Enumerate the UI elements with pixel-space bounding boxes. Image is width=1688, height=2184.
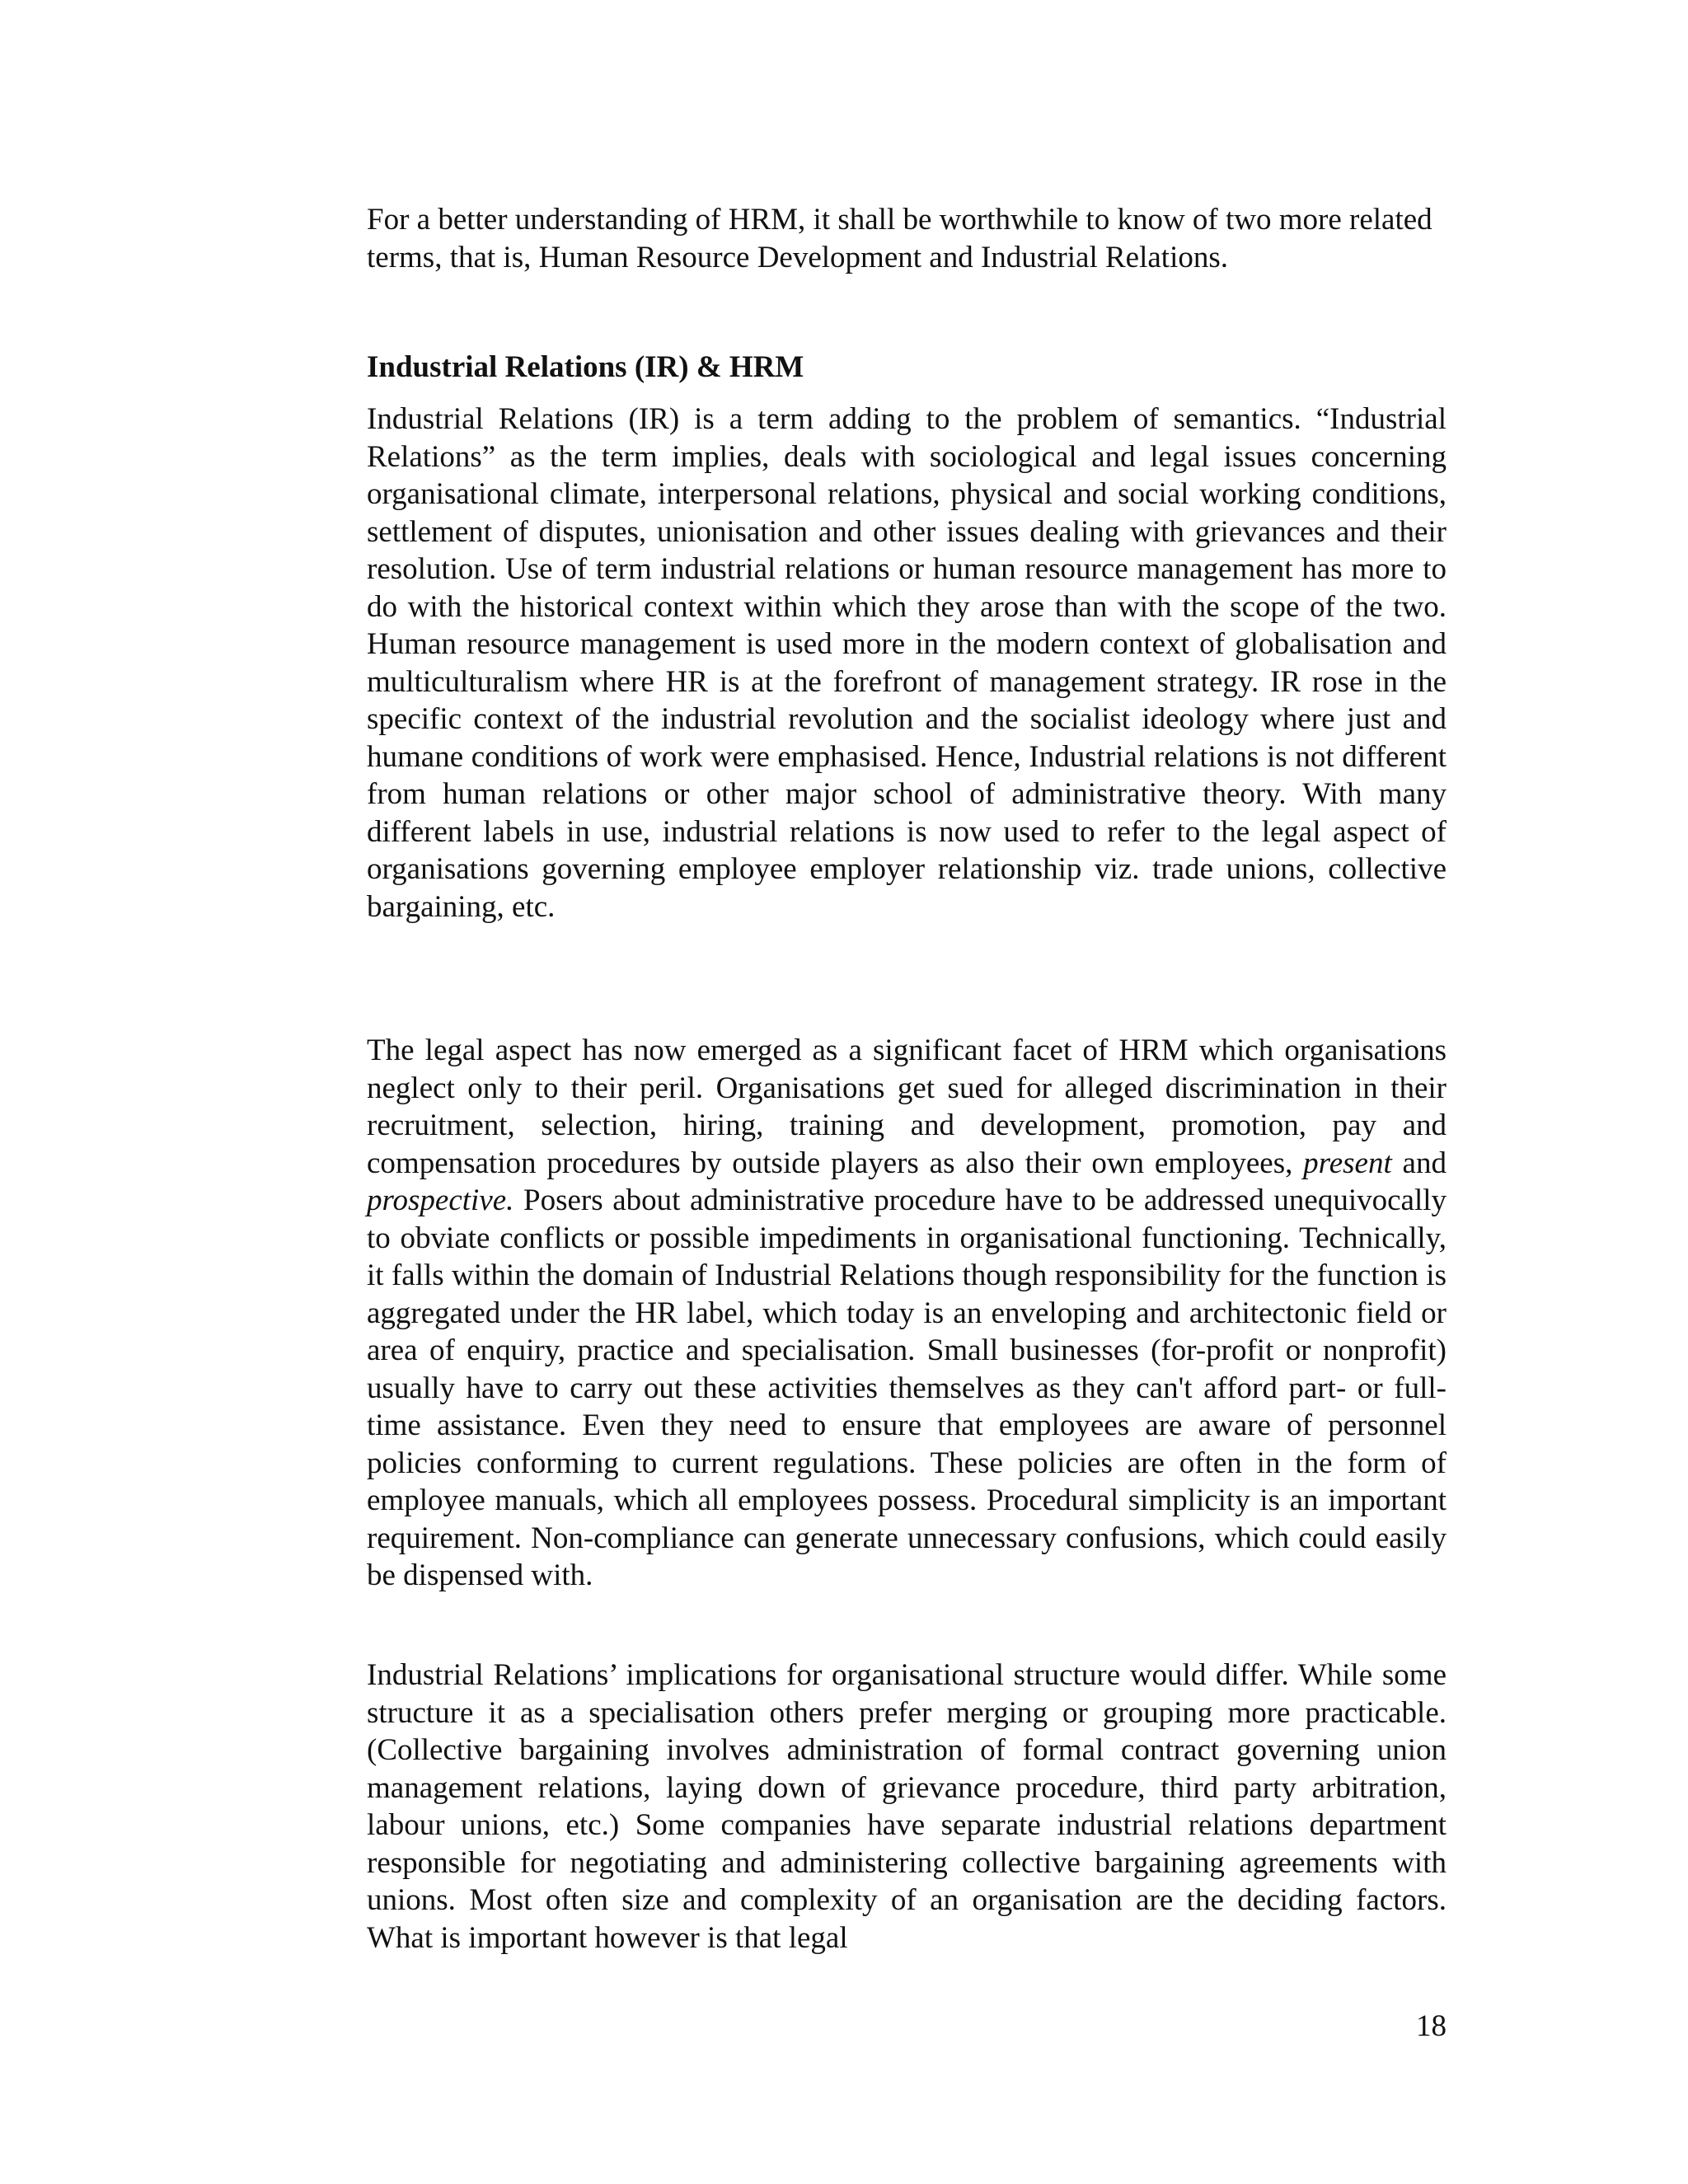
legal-aspect-text-end: Posers about administrative procedure have to be addressed unequivocally to obviate conflicts or possible impediments in organisational functioning. Technically, it falls within the domain of Industrial Relations though responsibility for the function is aggregated under the HR label, which today is an enveloping and architectonic field or area of enquiry, practice and specialisation. Small businesses (for-profit or nonprofit) usually have to carry out these activities themselves as they can't afford part- or full-time assistance. Even they need to ensure that employees are aware of personnel policies conforming to current regulations. These policies are often in the form of employee manuals, which all employees possess. Procedural simplicity is an important requirement. Non-compliance can generate unnecessary confusions, which could easily be dispensed with.: [367, 1183, 1447, 1592]
page-number: 18: [1416, 2009, 1447, 2043]
section-heading: Industrial Relations (IR) & HRM: [367, 350, 804, 384]
legal-aspect-text-start: The legal aspect has now emerged as a significant facet of HRM which organisations neglect only to their peril. Organisations get sued for alleged discrimination in their recruitment, selection, hiring, training and development, promotion, pay and compensation procedures by outside players as also their own employees,: [367, 1033, 1447, 1180]
emphasis-prospective: prospective.: [367, 1183, 514, 1217]
paragraph-legal-aspect: [367, 1032, 1447, 1595]
paragraph-ir-definition: Industrial Relations (IR) is a term adding to the problem of semantics. “Industrial Relations” as the term implies, deals with sociological and legal issues concerning organisational climate, interpersonal relations, physical and social working conditions, settlement of disputes, unionisation and other issues dealing with grievances and their resolution. Use of term industrial relations or human resource management has more to do with the historical context within which they arose than with the scope of the two. Human resource management is used more in the modern context of globalisation and multiculturalism where HR is at the forefront of management strategy. IR rose in the specific context of the industrial revolution and the socialist ideology where just and humane conditions of work were emphasised. Hence, Industrial relations is not different from human relations or other major school of administrative theory. With many different labels in use, industrial relations is now used to refer to the legal aspect of organisations governing employee employer relationship viz. trade unions, collective bargaining, etc.: [367, 402, 1447, 924]
intro-paragraph: For a better understanding of HRM, it shall be worthwhile to know of two more related terms, that is, Human Resource Development and Industrial Relations.: [367, 203, 1432, 274]
emphasis-present: present: [1303, 1146, 1392, 1180]
legal-aspect-text-and: and: [1391, 1146, 1447, 1180]
paragraph-org-structure: Industrial Relations’ implications for organisational structure would differ. While some structure it as a specialisation others prefer merging or grouping more practicable. (Collective bargaining involves administration of formal contract governing union management relations, laying down of grievance procedure, third party arbitration, labour unions, etc.) Some companies have separate industrial relations department responsible for negotiating and administering collective bargaining agreements with unions. Most often size and complexity of an organisation are the deciding factors. What is important however is that legal: [367, 1658, 1447, 1955]
